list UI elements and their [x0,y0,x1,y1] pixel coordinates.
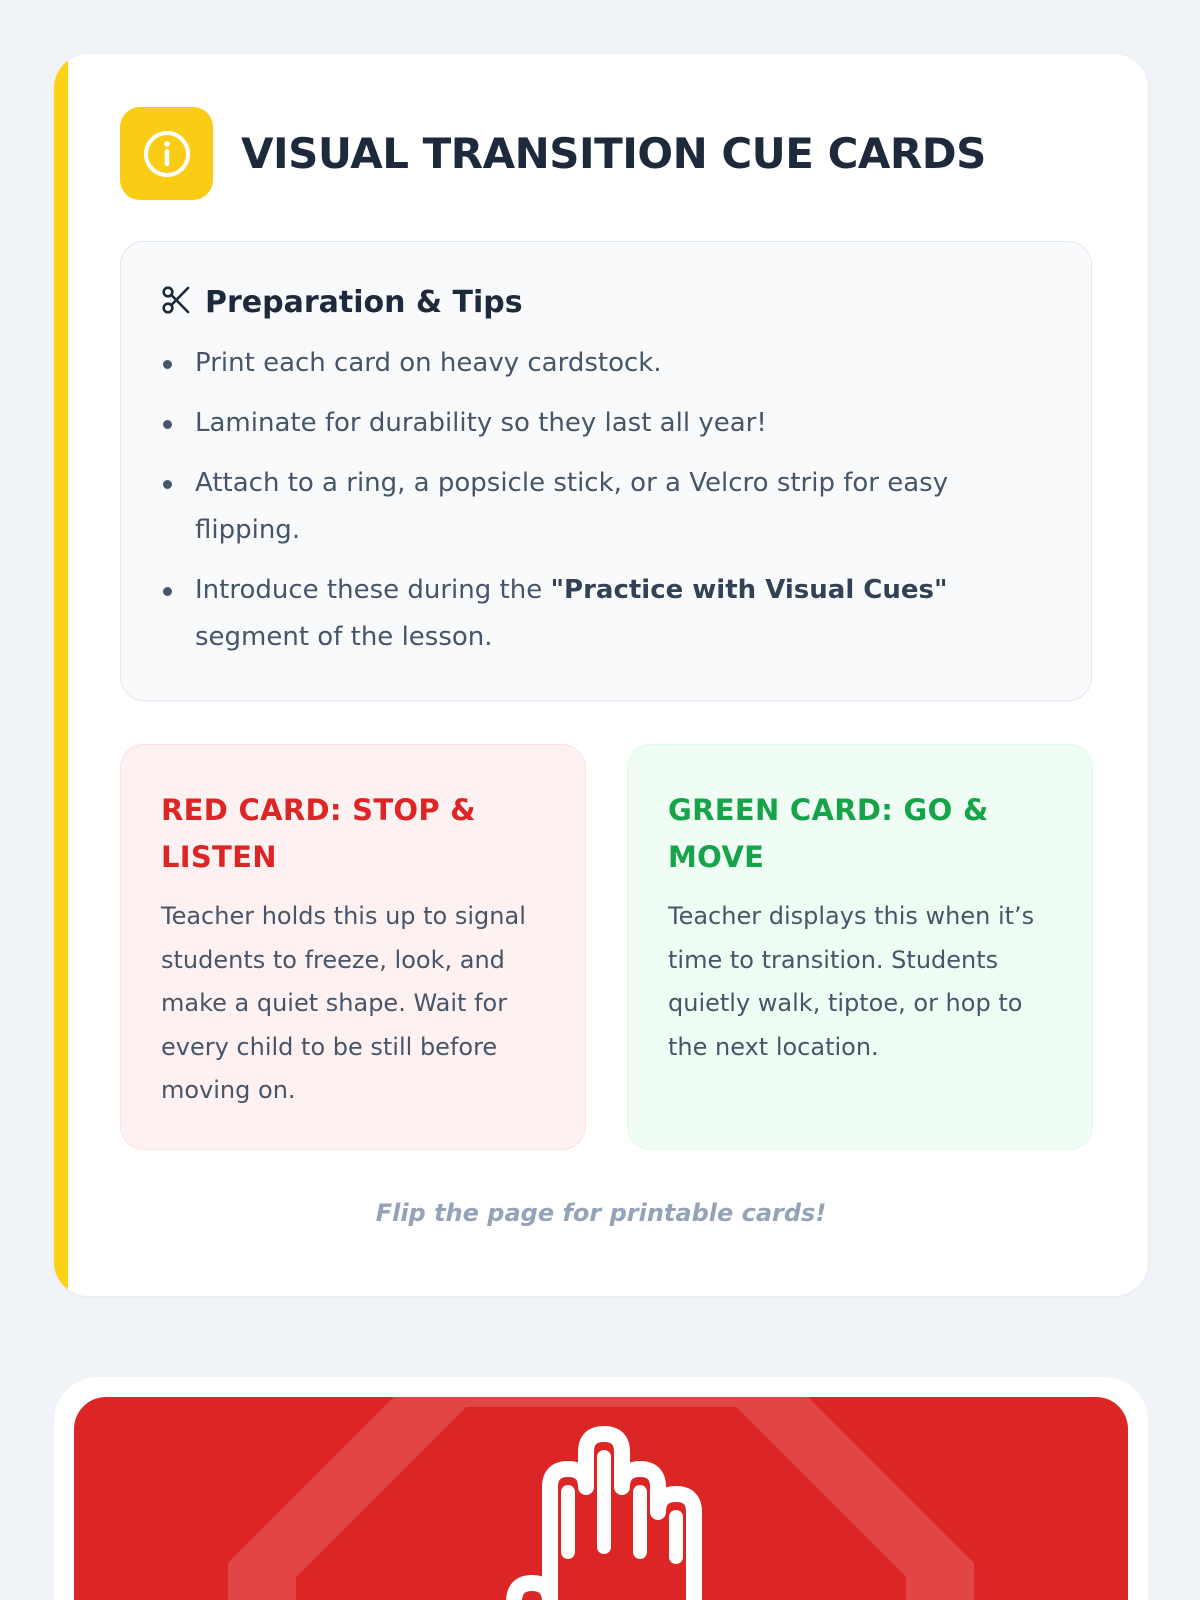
tip-item [161,460,1051,554]
green-card-title: GREEN CARD: GO & MOVE [668,793,989,874]
red-card-title: RED CARD: STOP & LISTEN [161,793,476,874]
tip-item [161,340,1051,387]
flip-note: Flip the page for printable cards! [375,1199,827,1227]
red-printable-card [74,1397,1128,1600]
tip-text-after: segment of the lesson. [195,622,493,652]
preparation-heading [161,282,1051,322]
bullet [163,420,172,429]
tip-text: Laminate for durability so they last all year! [195,408,767,438]
red-card-description [120,744,586,1150]
tip-text-before: Introduce these during the [195,575,551,605]
tip-text: Attach to a ring, a popsicle stick, or a Velcro strip for easy flipping. [195,468,949,545]
stop-hand-icon [74,1397,1128,1600]
preparation-heading-label: Preparation & Tips [205,284,523,320]
green-card-text: Teacher displays this when it’s time to transition. Students quietly walk, tiptoe, or hop to the next location. [668,902,1035,1061]
tips-list [161,340,1051,661]
bullet [163,480,172,489]
bullet [163,360,172,369]
green-card-description [627,744,1093,1150]
page-title: VISUAL TRANSITION CUE CARDS [241,129,986,178]
info-icon [120,107,213,200]
tip-text: Print each card on heavy cardstock. [195,348,662,378]
bullet [163,587,172,596]
tip-text-bold: "Practice with Visual Cues" [550,575,948,605]
scissors-icon [161,285,191,319]
preparation-box [120,241,1092,701]
tip-item [161,400,1051,447]
info-card [54,54,1148,1296]
red-card-text: Teacher holds this up to signal students to freeze, look, and make a quiet shape. Wait for every child to be still before moving on. [161,902,526,1104]
printable-card-frame [54,1377,1148,1600]
title-row [120,107,986,200]
accent-bar [54,54,68,1296]
tip-item [161,567,1051,661]
